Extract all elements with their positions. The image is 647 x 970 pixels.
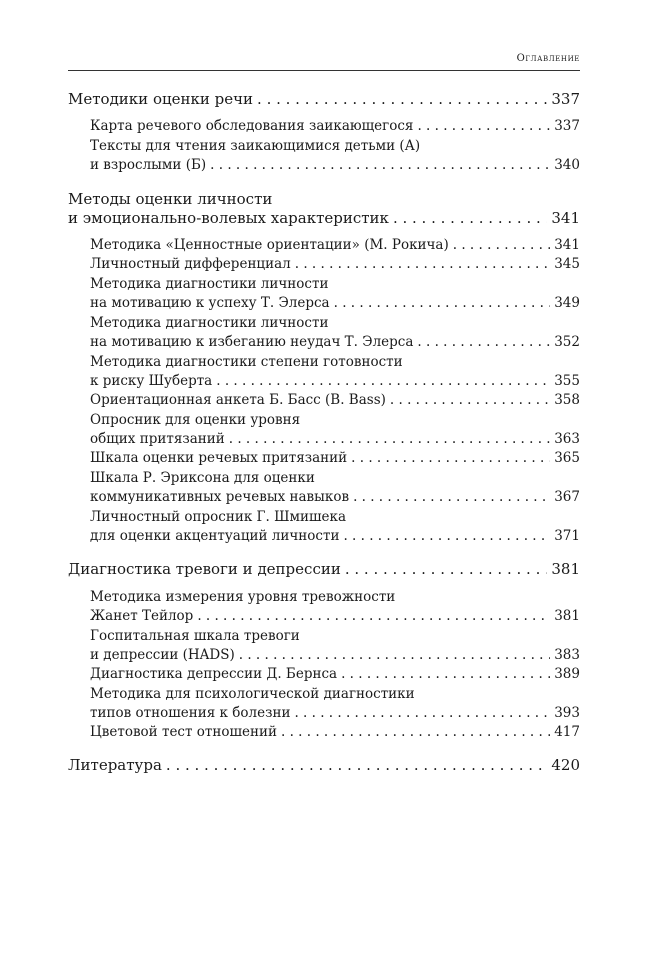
toc-entry-label: Личностный дифференциал [90,256,291,272]
toc-entry-row [90,372,580,391]
dot-leader [197,607,550,626]
toc-entry-label: Диагностика депрессии Д. Бернса [90,666,338,682]
toc-entry-label: Шкала оценки речевых притязаний [90,450,348,466]
toc-chapter-entry[interactable] [68,560,580,579]
toc-page-number: 367 [554,489,580,505]
toc-subentry[interactable] [68,274,580,313]
toc-page-number: 337 [551,90,580,108]
toc-entry-line: Личностный опросник Г. Шмишека [90,509,347,525]
dot-leader [417,333,550,352]
toc-entry-label: коммуникативных речевых навыков [90,489,350,505]
toc-entry-label: и эмоционально-волевых характеристик [68,209,389,227]
toc-subentry[interactable] [68,449,580,468]
running-head: Оглавление [516,53,580,64]
toc-entry-row [90,704,580,723]
toc-subentry[interactable] [68,255,580,274]
dot-leader [216,372,550,391]
toc-entry-row [90,117,580,136]
dot-leader [239,646,550,665]
toc-entry-line: Методика для психологической диагностики [90,686,415,702]
dot-leader [353,488,550,507]
toc-subentry[interactable] [68,587,580,626]
dot-leader [294,704,550,723]
toc-page-number: 340 [554,157,580,173]
toc-subentry[interactable] [68,684,580,723]
toc-entry-row [90,294,580,313]
toc-entry-row [90,488,580,507]
toc-page-number: 341 [554,237,580,253]
toc-page-number: 393 [554,705,580,721]
toc-entry-line: Методика диагностики личности [90,276,329,292]
toc-subentry[interactable] [68,391,580,410]
toc-page-number: 358 [554,392,580,408]
toc-entry-row [90,391,580,410]
toc-entry-row [90,255,580,274]
toc-subentry[interactable] [68,136,580,175]
toc-page-number: 383 [554,647,580,663]
toc-entry-row [90,333,580,352]
table-of-contents [68,90,580,789]
toc-subentry[interactable] [68,236,580,255]
toc-entry-line: Методика измерения уровня тревожности [90,589,396,605]
dot-leader [341,665,550,684]
toc-subentry[interactable] [68,665,580,684]
dot-leader [343,527,550,546]
toc-entry-row [68,209,580,228]
toc-entry-label: типов отношения к болезни [90,705,291,721]
toc-entry-label: и взрослыми (Б) [90,157,207,173]
dot-leader [334,294,550,313]
toc-entry-label: и депрессии (HADS) [90,647,235,663]
dot-leader [295,255,550,274]
toc-chapter-entry[interactable] [68,189,580,228]
dot-leader [229,430,550,449]
toc-page-number: 345 [554,256,580,272]
toc-subentries [68,587,580,742]
dot-leader [210,156,550,175]
toc-entry-row [90,156,580,175]
toc-entry-row [90,236,580,255]
dot-leader [345,560,548,579]
toc-subentry[interactable] [68,410,580,449]
toc-entry-label: Цветовой тест отношений [90,724,278,740]
toc-chapter-entry[interactable] [68,756,580,775]
toc-entry-row [90,665,580,684]
dot-leader [351,449,550,468]
toc-subentry[interactable] [68,352,580,391]
toc-page-number: 389 [554,666,580,682]
toc-subentry[interactable] [68,626,580,665]
toc-entry-line: Методика диагностики степени готовности [90,354,403,370]
toc-subentry[interactable] [68,507,580,546]
toc-entry-row [90,646,580,665]
toc-entry-row [90,607,580,626]
toc-subentries [68,236,580,546]
toc-entry-label: Методика «Ценностные ориентации» (М. Рокича) [90,237,449,253]
toc-section [68,90,580,175]
toc-page-number: 337 [554,118,580,134]
dot-leader [453,236,550,255]
toc-subentry[interactable] [68,723,580,742]
toc-section [68,189,580,546]
toc-entry-label: Жанет Тейлор [90,608,194,624]
toc-entry-label: к риску Шуберта [90,373,213,389]
toc-entry-row [68,90,580,109]
toc-entry-line: Шкала Р. Эриксона для оценки [90,470,315,486]
header-rule [68,70,580,71]
toc-page-number: 363 [554,431,580,447]
toc-subentries [68,117,580,175]
dot-leader [390,391,550,410]
toc-entry-row [90,449,580,468]
toc-entry-label: Ориентационная анкета Б. Басс (B. Bass) [90,392,386,408]
toc-entry-row [90,430,580,449]
toc-section [68,560,580,742]
toc-page-number: 355 [554,373,580,389]
toc-page-number: 371 [554,528,580,544]
toc-entry-label: на мотивацию к успеху Т. Элерса [90,295,330,311]
toc-page-number: 349 [554,295,580,311]
toc-page-number: 420 [551,756,580,774]
toc-page-number: 381 [554,608,580,624]
dot-leader [393,209,547,228]
toc-entry-label: на мотивацию к избеганию неудач Т. Элерса [90,334,414,350]
toc-subentry[interactable] [68,468,580,507]
toc-entry-label: для оценки акцентуаций личности [90,528,340,544]
toc-entry-row [68,560,580,579]
dot-leader [257,90,547,109]
dot-leader [166,756,547,775]
toc-entry-line: Опросник для оценки уровня [90,412,301,428]
toc-entry-label: Методики оценки речи [68,90,254,108]
toc-entry-row [68,756,580,775]
toc-entry-label: Карта речевого обследования заикающегося [90,118,414,134]
toc-entry-label: общих притязаний [90,431,225,447]
toc-page-number: 417 [554,724,580,740]
toc-subentry[interactable] [68,117,580,136]
toc-section [68,756,580,775]
toc-subentry[interactable] [68,313,580,352]
toc-entry-row [90,723,580,742]
dot-leader [281,723,550,742]
toc-entry-label: Литература [68,756,162,774]
toc-entry-line: Методика диагностики личности [90,315,329,331]
toc-page-number: 365 [554,450,580,466]
toc-entry-line: Методы оценки личности [68,190,273,208]
toc-entry-line: Тексты для чтения заикающимися детьми (А) [90,138,421,154]
toc-page-number: 381 [551,560,580,578]
dot-leader [417,117,550,136]
toc-page-number: 352 [554,334,580,350]
toc-entry-label: Диагностика тревоги и депрессии [68,560,341,578]
toc-chapter-entry[interactable] [68,90,580,109]
toc-entry-row [90,527,580,546]
toc-entry-line: Госпитальная шкала тревоги [90,628,300,644]
toc-page-number: 341 [551,209,580,227]
